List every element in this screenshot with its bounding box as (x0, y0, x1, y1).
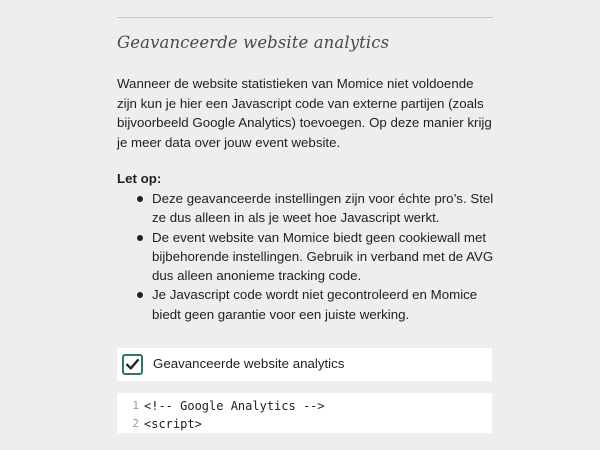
line-number: 2 (132, 417, 139, 430)
section-divider (117, 17, 493, 18)
line-code[interactable]: <script> (144, 417, 202, 431)
analytics-toggle-card[interactable] (117, 348, 492, 381)
list-item (117, 189, 495, 228)
list-item (117, 285, 495, 324)
line-code[interactable]: <!-- Google Analytics --> (144, 399, 325, 413)
code-line[interactable] (117, 415, 492, 433)
bullet-icon (137, 196, 143, 202)
code-editor[interactable] (117, 393, 492, 433)
checkmark-icon (125, 357, 140, 372)
note-list (117, 189, 495, 324)
bullet-icon (137, 292, 143, 298)
code-line[interactable] (117, 397, 492, 415)
analytics-checkbox[interactable] (122, 354, 143, 375)
list-item-text: Deze geavanceerde instellingen zijn voor échte pro’s. Stel ze dus alleen in als je weet hoe Javascript werkt. (152, 191, 494, 226)
bullet-icon (137, 235, 143, 241)
list-item-text: Je Javascript code wordt niet gecontroleerd en Momice biedt geen garantie voor een juiste werking. (152, 287, 478, 322)
line-number: 1 (132, 399, 139, 412)
intro-text: Wanneer de website statistieken van Momice niet voldoende zijn kun je hier een Javascript code van externe partijen (zoals bijvoorbeeld Google Analytics) toevoegen. Op deze manier krijg je meer data over jouw event website. (117, 76, 492, 150)
note-heading: Let op: (117, 171, 162, 186)
list-item (117, 228, 495, 286)
list-item-text: De event website van Momice biedt geen cookiewall met bijbehorende instellingen. Gebruik in verband met de AVG dus alleen anonieme tracking code. (152, 229, 494, 284)
section-title: Geavanceerde website analytics (117, 33, 390, 52)
intro-paragraph (117, 74, 495, 152)
analytics-checkbox-label[interactable]: Geavanceerde website analytics (153, 356, 345, 371)
